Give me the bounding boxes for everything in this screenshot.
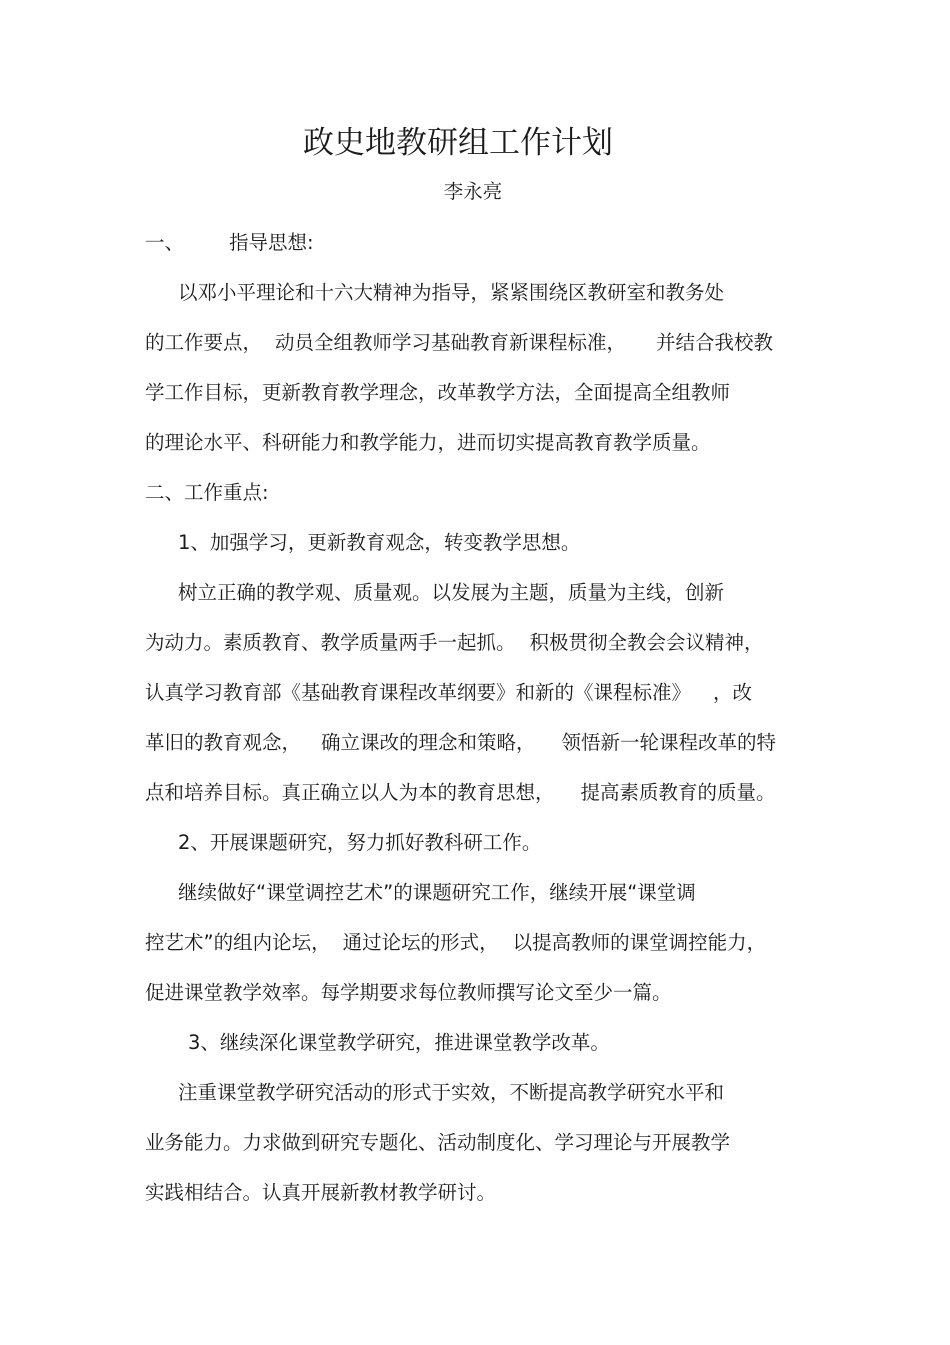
text-run: ，改: [713, 681, 753, 704]
text-run: 积极贯彻全教会会议精神，: [529, 631, 764, 654]
paragraph-line: [145, 329, 825, 357]
author-name: 李永亮: [443, 180, 503, 203]
item-2-heading: 2、开展课题研究，努力抓好教科研工作。: [178, 831, 542, 854]
paragraph-line: 业务能力。力求做到研究专题化、活动制度化、学习理论与开展教学: [145, 1131, 731, 1154]
paragraph-line: [145, 929, 825, 957]
paragraph-line: [145, 679, 825, 707]
text-run: 认真学习教育部《基础教育课程改革纲要》和新的《课程标准》: [145, 681, 692, 704]
section-2-heading: 二、工作重点:: [145, 481, 269, 504]
paragraph-line: 注重课堂教学研究活动的形式于实效，不断提高教学研究水平和: [178, 1081, 725, 1104]
text-run: 确立课改的理念和策略，: [321, 731, 536, 754]
text-run: 通过论坛的形式，: [342, 931, 499, 954]
paragraph-line: 实践相结合。认真开展新教材教学研讨。: [145, 1181, 497, 1204]
paragraph-line: 促进课堂教学效率。每学期要求每位教师撰写论文至少一篇。: [145, 981, 672, 1004]
text-run: 点和培养目标。真正确立以人为本的教育思想，: [145, 781, 555, 804]
section-1-number: 一、: [145, 231, 185, 254]
section-1-title: 指导思想:: [229, 231, 314, 254]
paragraph-line: [145, 729, 825, 757]
text-run: 为动力。素质教育、教学质量两手一起抓。: [145, 631, 516, 654]
text-run: 革旧的教育观念，: [145, 731, 302, 754]
text-run: 以提高教师的课堂调控能力，: [512, 931, 767, 954]
text-run: 动员全组教师学习基础教育新课程标准，: [275, 331, 627, 354]
paragraph-line: 学工作目标，更新教育教学理念，改革教学方法，全面提高全组教师: [145, 381, 731, 404]
document-title: 政史地教研组工作计划: [303, 125, 613, 161]
text-run: 并结合我校教: [656, 331, 774, 354]
paragraph-line: [145, 629, 825, 657]
item-3-heading: 3、继续深化课堂教学研究，推进课堂教学改革。: [188, 1031, 610, 1054]
paragraph-line: [145, 779, 825, 807]
paragraph-line: 的理论水平、科研能力和教学能力，进而切实提高教育教学质量。: [145, 431, 711, 454]
paragraph-line: 以邓小平理论和十六大精神为指导，紧紧围绕区教研室和教务处: [178, 281, 725, 304]
text-run: 的工作要点，: [145, 331, 263, 354]
text-run: 提高素质教育的质量。: [580, 781, 776, 804]
paragraph-line: 树立正确的教学观、质量观。以发展为主题，质量为主线，创新: [178, 581, 725, 604]
text-run: 领悟新一轮课程改革的特: [561, 731, 777, 754]
section-1-heading: [145, 229, 825, 257]
item-1-heading: 1、加强学习，更新教育观念，转变教学思想。: [178, 531, 581, 554]
paragraph-line: 继续做好“课堂调控艺术”的课题研究工作，继续开展“课堂调: [178, 881, 696, 904]
text-run: 控艺术”的组内论坛，: [145, 931, 331, 954]
